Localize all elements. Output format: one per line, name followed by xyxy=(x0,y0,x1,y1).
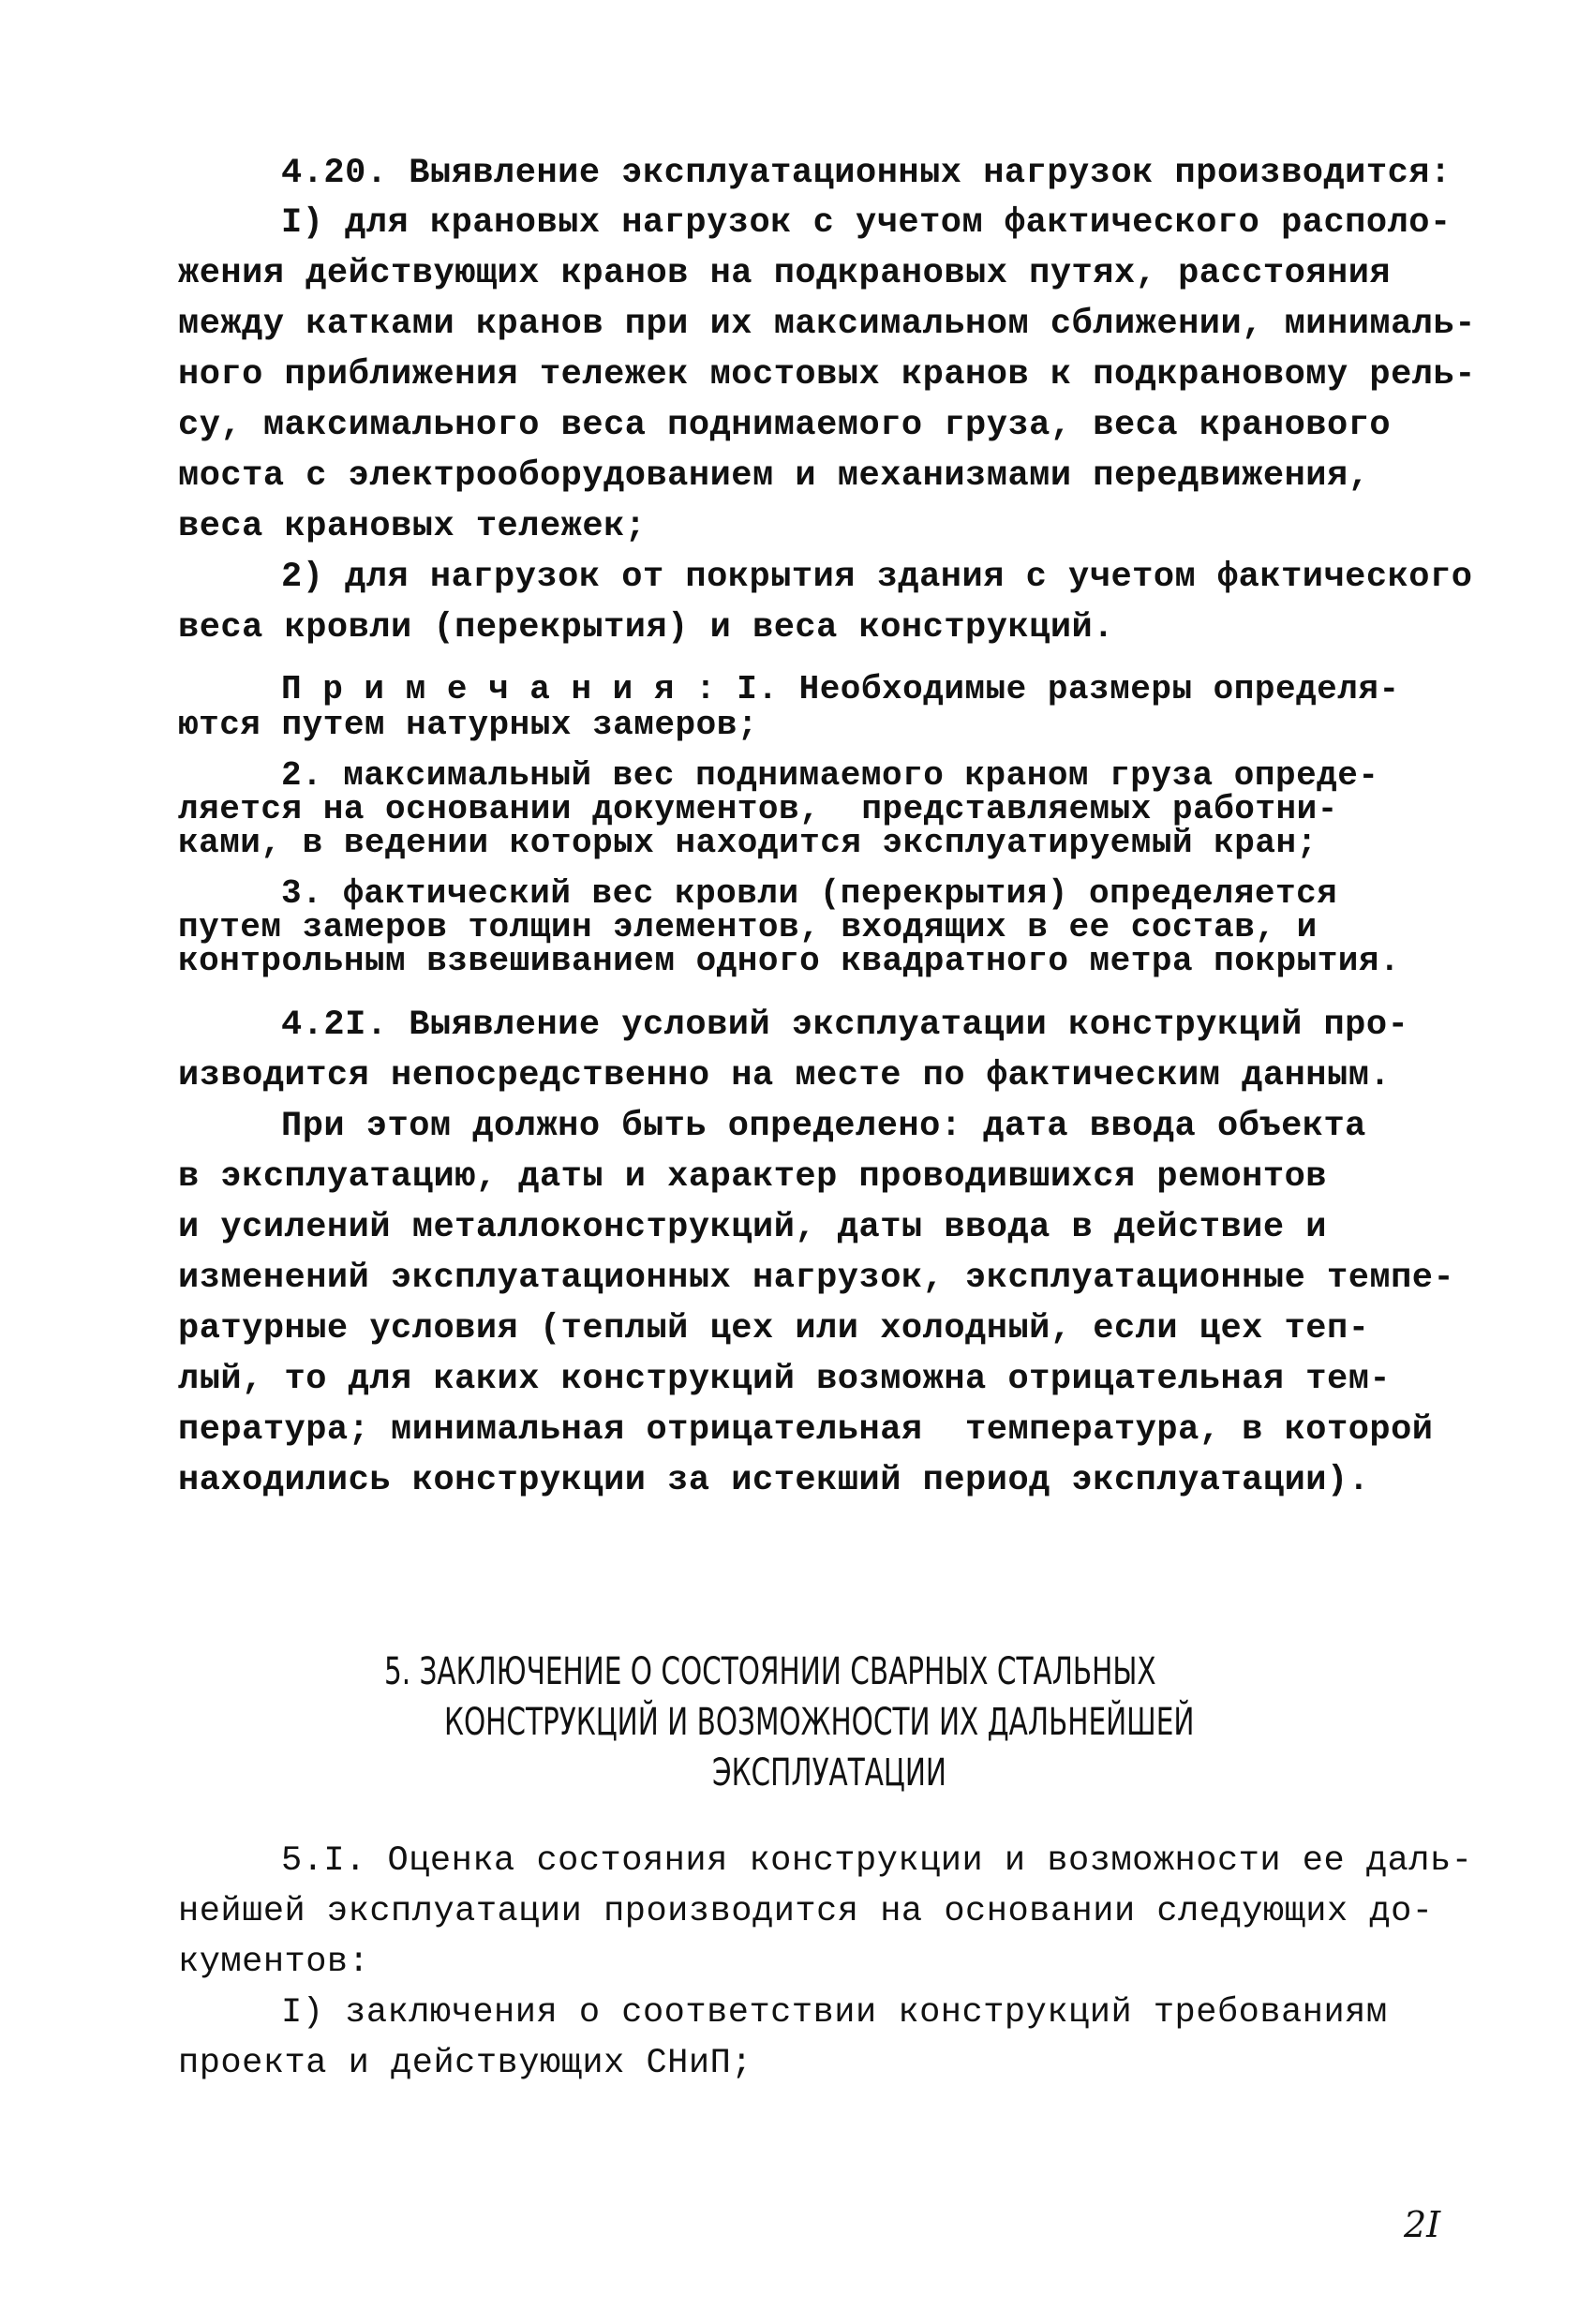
paragraph-line: кументов: xyxy=(178,1943,370,1982)
paragraph-line: изводится непосредственно на месте по фактическим данным. xyxy=(178,1056,1392,1095)
note-line: 3. фактический вес кровли (перекрытия) определяется xyxy=(281,874,1338,913)
heading-line: КОНСТРУКЦИЙ И ВОЗМОЖНОСТИ ИХ ДАЛЬНЕЙШЕЙ xyxy=(444,1701,1195,1744)
paragraph-line: веса кровли (перекрытия) и веса конструкций. xyxy=(178,608,1114,648)
note-line: контрольным взвешиванием одного квадратного метра покрытия. xyxy=(178,942,1401,980)
note-line: ляется на основании документов, представляемых работни- xyxy=(178,790,1338,828)
heading-line: 5. ЗАКЛЮЧЕНИЕ О СОСТОЯНИИ СВАРНЫХ СТАЛЬНЫХ xyxy=(384,1650,1156,1693)
paragraph-line: моста с электрооборудованием и механизмами передвижения, xyxy=(178,456,1370,496)
note-line: П р и м е ч а н и я : I. Необходимые размеры определя- xyxy=(281,670,1400,708)
paragraph-line: лый, то для каких конструкций возможна отрицательная тем- xyxy=(178,1360,1392,1399)
paragraph-line: 2) для нагрузок от покрытия здания с учетом фактического xyxy=(281,558,1473,597)
paragraph-line: нейшей эксплуатации производится на основании следующих до- xyxy=(178,1892,1434,1931)
paragraph-line: в эксплуатацию, даты и характер проводившихся ремонтов xyxy=(178,1157,1327,1197)
paragraph-line: ного приближения тележек мостовых кранов к подкрановому рель- xyxy=(178,355,1476,395)
note-line: ются путем натурных замеров; xyxy=(178,706,758,744)
paragraph-line: 5.I. Оценка состояния конструкции и возможности ее даль- xyxy=(281,1841,1473,1881)
paragraph-line: I) для крановых нагрузок с учетом фактического располо- xyxy=(281,203,1452,243)
paragraph-line: ратурные условия (теплый цех или холодный, если цех теп- xyxy=(178,1309,1370,1348)
paragraph-line: жения действующих кранов на подкрановых путях, расстояния xyxy=(178,254,1392,293)
paragraph-line: веса крановых тележек; xyxy=(178,507,647,546)
paragraph-line: 4.2I. Выявление условий эксплуатации конструкций про- xyxy=(281,1006,1409,1045)
paragraph-line: и усилений металлоконструкций, даты ввода в действие и xyxy=(178,1208,1327,1247)
paragraph-line: проекта и действующих СНиП; xyxy=(178,2044,752,2083)
note-line: путем замеров толщин элементов, входящих в ее состав, и xyxy=(178,908,1318,946)
paragraph-line: изменений эксплуатационных нагрузок, эксплуатационные темпе- xyxy=(178,1259,1455,1298)
page-number: 2I xyxy=(1404,2204,1441,2245)
paragraph-line: между катками кранов при их максимальном сближении, минималь- xyxy=(178,305,1476,344)
note-line: 2. максимальный вес поднимаемого краном груза опреде- xyxy=(281,756,1379,795)
heading-line: ЭКСПЛУАТАЦИИ xyxy=(712,1751,946,1795)
paragraph-line: I) заключения о соответствии конструкций требованиям xyxy=(281,1993,1388,2033)
paragraph-line: находились конструкции за истекший период эксплуатации). xyxy=(178,1461,1370,1500)
paragraph-line: пература; минимальная отрицательная температура, в которой xyxy=(178,1410,1434,1450)
paragraph-line: су, максимального веса поднимаемого груза, веса кранового xyxy=(178,406,1392,445)
paragraph-line: 4.20. Выявление эксплуатационных нагрузок производится: xyxy=(281,154,1452,193)
note-line: ками, в ведении которых находится эксплуатируемый кран; xyxy=(178,824,1318,862)
paragraph-line: При этом должно быть определено: дата ввода объекта xyxy=(281,1107,1366,1146)
